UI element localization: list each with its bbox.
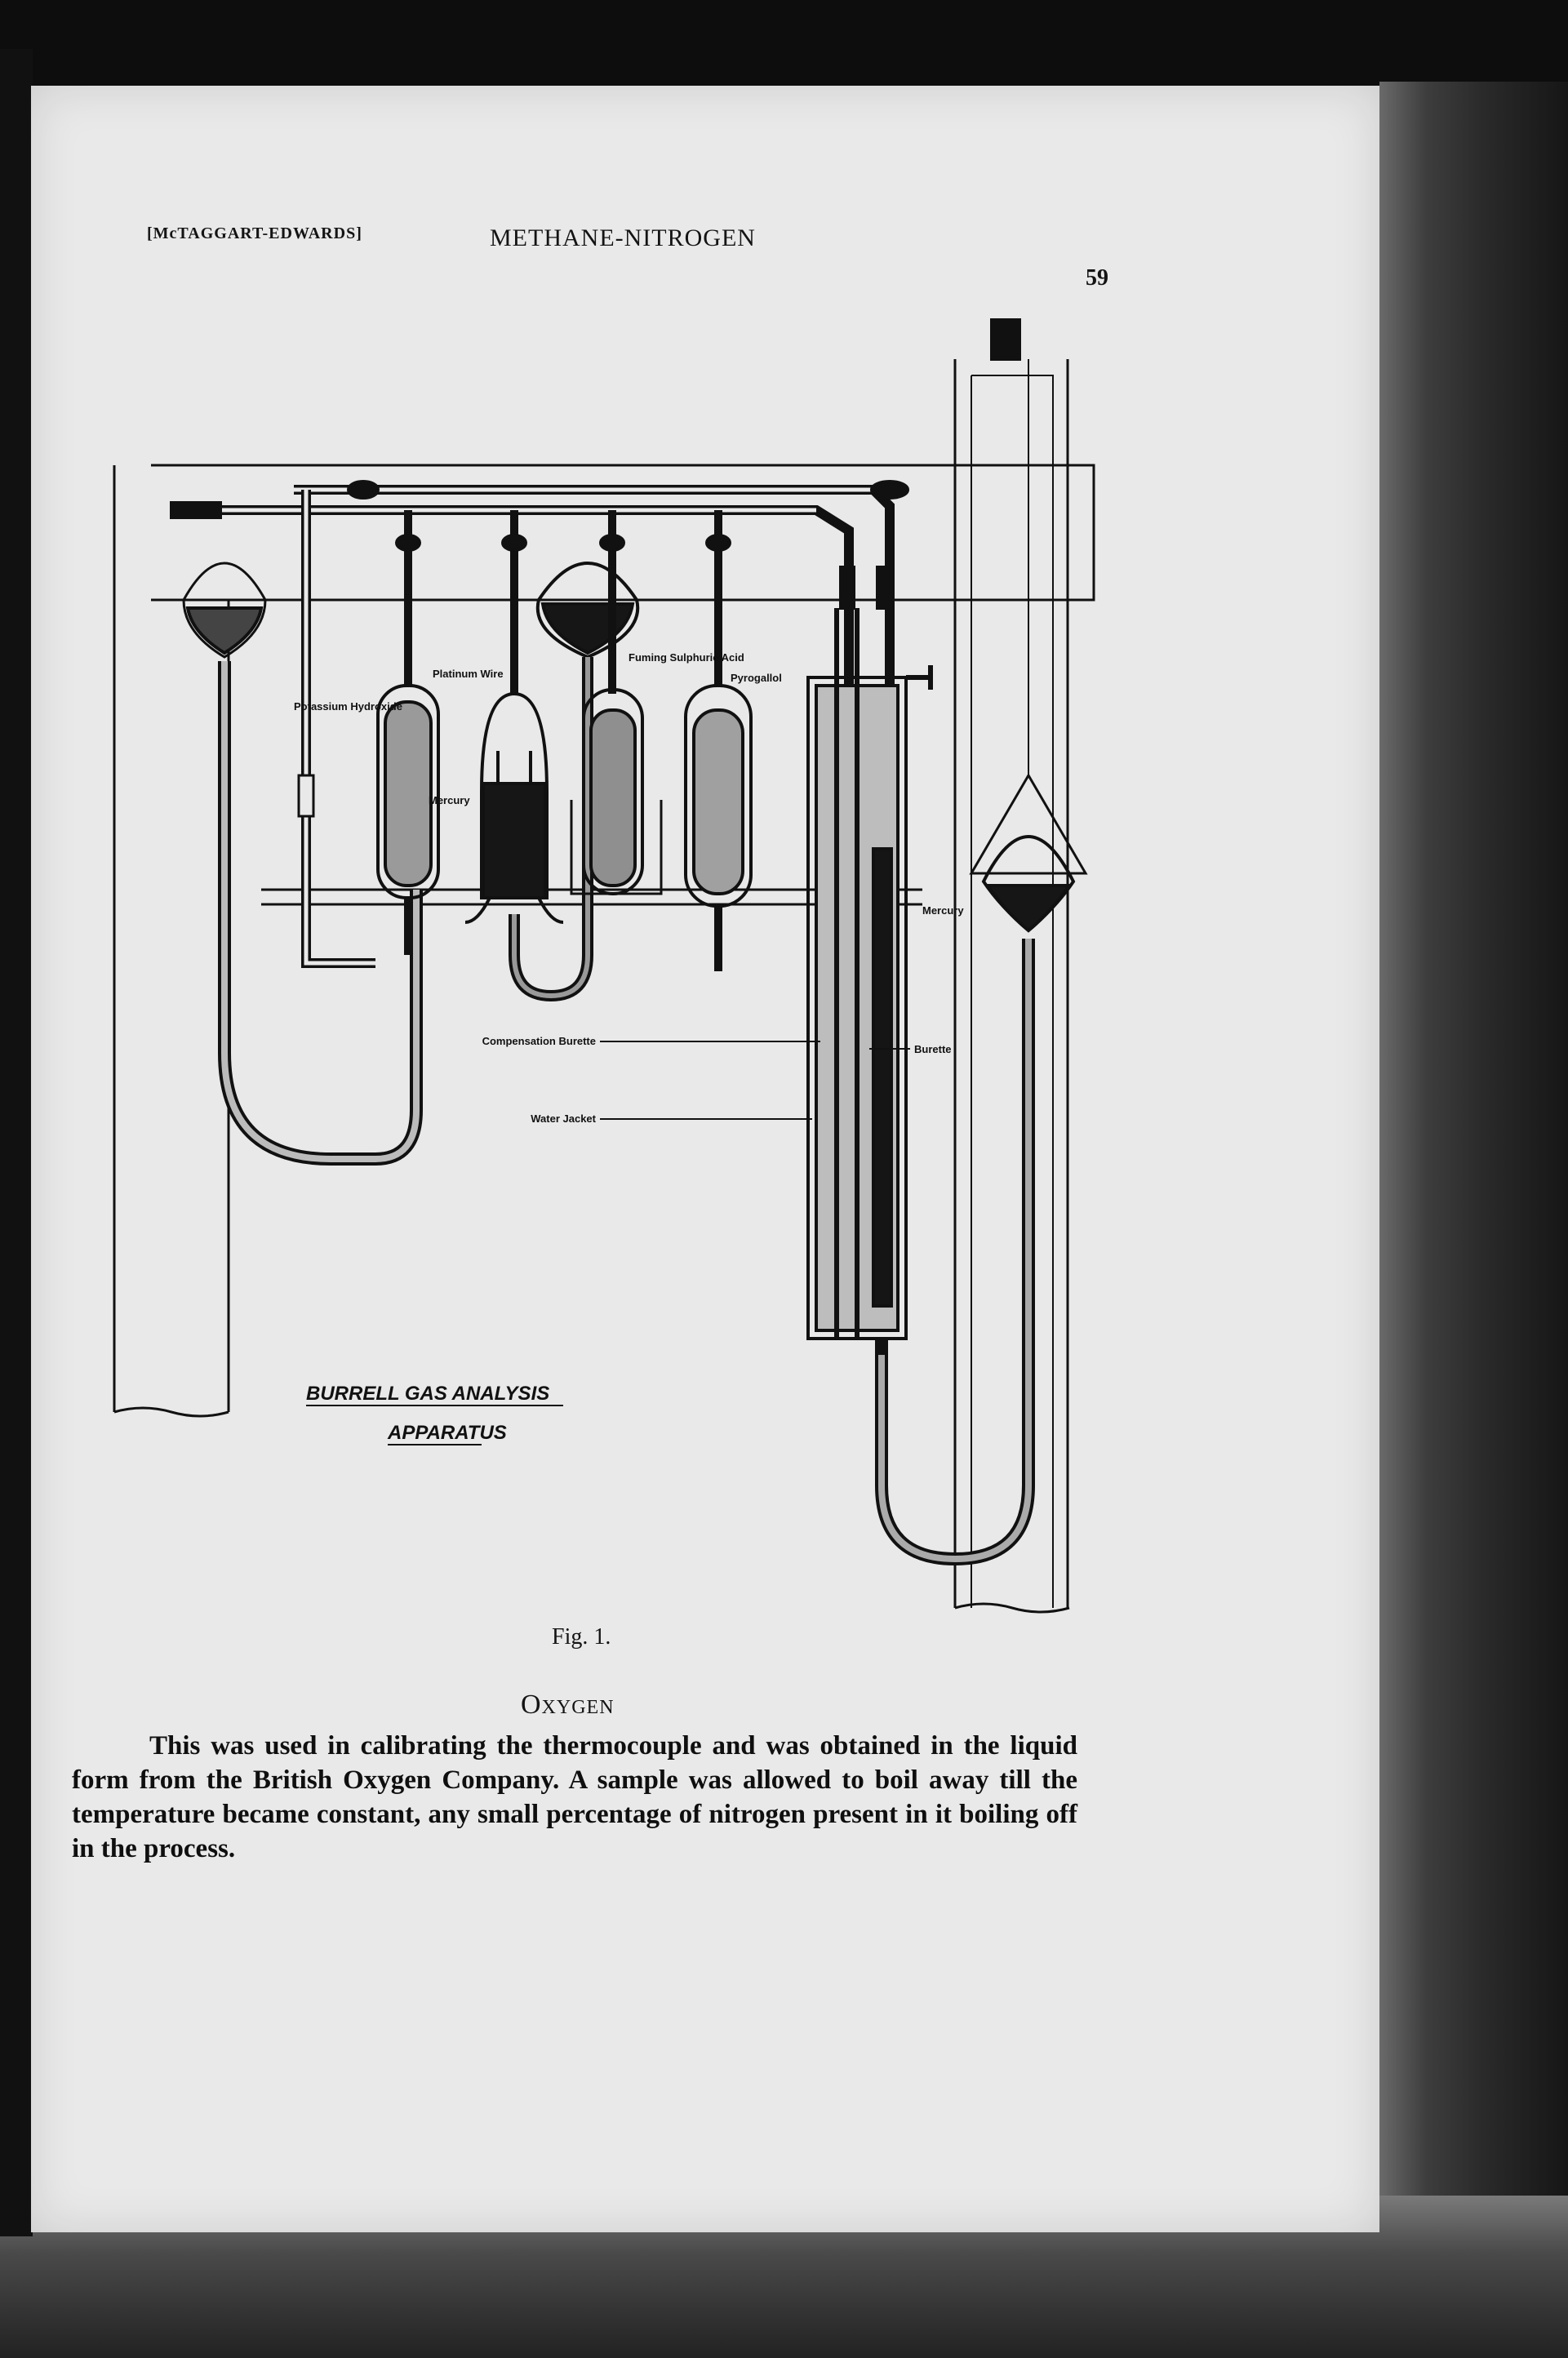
top-cap — [992, 318, 1019, 359]
pipette-potassium-hydroxide — [378, 510, 438, 955]
label-pyrogallol: Pyrogallol — [731, 672, 782, 684]
thermometer-inlet — [171, 503, 220, 517]
label-potassium-hydroxide: Potassium Hydroxide — [294, 700, 402, 713]
burrell-apparatus-figure — [106, 318, 1135, 1624]
scan-right-edge — [1379, 82, 1568, 2358]
label-mercury-right: Mercury — [922, 904, 964, 917]
page-number: 59 — [1086, 265, 1108, 291]
label-water-jacket: Water Jacket — [531, 1112, 596, 1125]
figure-title-line2: APPARATUS — [388, 1422, 507, 1444]
label-compensation-burette: Compensation Burette — [482, 1035, 596, 1047]
pipette-pyrogallol — [686, 510, 751, 971]
scan-left-edge — [0, 49, 33, 2236]
pipette-platinum-wire — [465, 510, 563, 922]
running-head-author: [McTAGGART-EDWARDS] — [147, 224, 362, 242]
label-mercury-left: Mercury — [429, 794, 470, 806]
running-head-title: METHANE-NITROGEN — [490, 224, 756, 251]
label-fuming-sulphuric-acid: Fuming Sulphuric Acid — [629, 651, 744, 664]
body-paragraph: This was used in calibrating the thermocouple and was obtained in the liquid form from the British Oxygen Company. A sample was allowed to boil away till the temperature became constant, any small percentage of nitrogen present in it boiling off in the process. — [72, 1731, 1077, 1863]
figure-title-line1: BURRELL GAS ANALYSIS — [306, 1383, 550, 1405]
section-heading: Oxygen — [521, 1690, 615, 1720]
burette-assembly — [808, 567, 1028, 1559]
label-burette: Burette — [914, 1043, 952, 1055]
figure-caption: Fig. 1. — [552, 1624, 611, 1650]
body-paragraph-container — [72, 1729, 1077, 1866]
label-platinum-wire: Platinum Wire — [433, 668, 504, 680]
